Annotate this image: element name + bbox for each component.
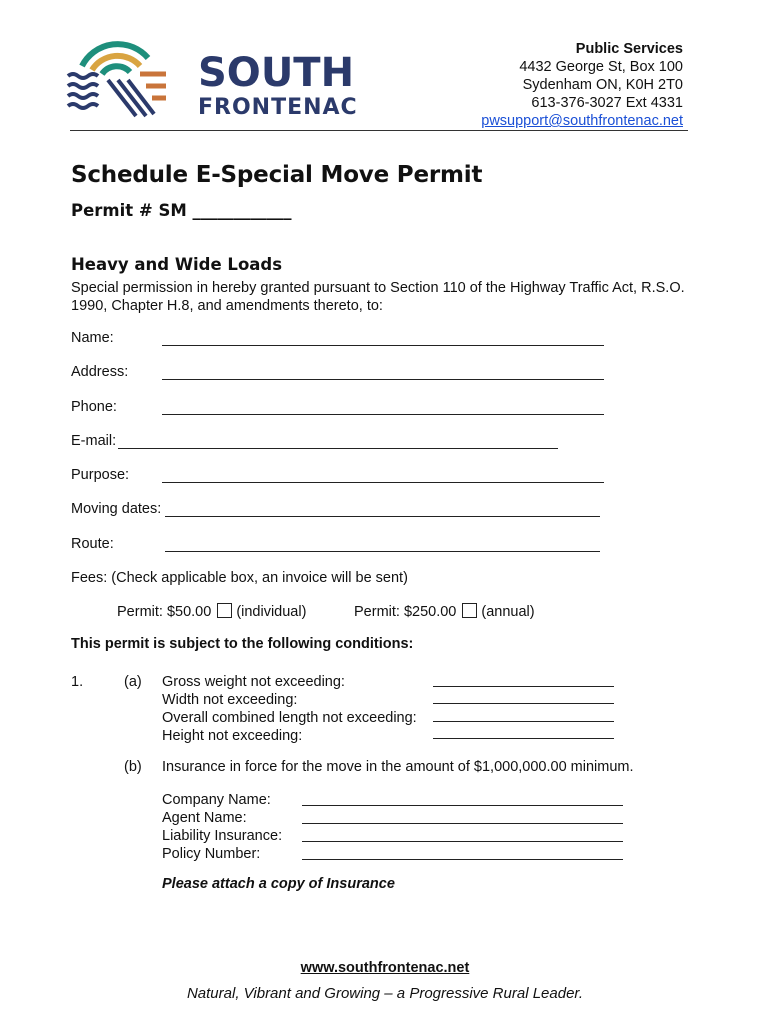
moving-dates-field[interactable] — [165, 516, 600, 517]
gross-weight-field[interactable] — [433, 686, 614, 687]
insurance-list — [162, 791, 282, 863]
fee-option-individual — [117, 603, 306, 620]
permit-number: Permit # SM ____________ — [71, 201, 292, 220]
moving-dates-label: Moving dates: — [71, 501, 162, 517]
agent-name-field[interactable] — [302, 823, 623, 824]
company-name-label: Company Name: — [162, 792, 271, 808]
fees-label: Fees: (Check applicable box, an invoice will be sent) — [71, 570, 408, 586]
email-label: E-mail: — [71, 433, 117, 449]
policy-number-label: Policy Number: — [162, 846, 261, 862]
footer-tagline: Natural, Vibrant and Growing – a Progressive Rural Leader. — [186, 985, 584, 1002]
name-field[interactable] — [162, 345, 604, 346]
fee-individual-label: Permit: $50.00 — [117, 604, 212, 620]
height-label: Height not exceeding: — [162, 728, 303, 744]
south-frontenac-logo — [66, 36, 366, 126]
city-address: Sydenham ON, K0H 2T0 — [522, 77, 683, 93]
phone-number: 613-376-3027 Ext 4331 — [531, 95, 683, 111]
length-label: Overall combined length not exceeding: — [162, 710, 417, 726]
name-label: Name: — [71, 330, 114, 346]
policy-number-field[interactable] — [302, 859, 623, 860]
attach-note: Please attach a copy of Insurance — [162, 876, 395, 892]
liability-field[interactable] — [302, 841, 623, 842]
address-field[interactable] — [162, 379, 604, 380]
contact-block — [481, 40, 683, 130]
conditions-heading: This permit is subject to the following conditions: — [71, 636, 414, 652]
website-link[interactable]: www.southfrontenac.net — [300, 960, 470, 976]
width-field[interactable] — [433, 703, 614, 704]
logo-line2: FRONTENAC — [198, 95, 358, 120]
logo-mark-icon — [66, 36, 366, 126]
condition-b-marker: (b) — [124, 759, 142, 775]
address-label: Address: — [71, 364, 129, 380]
route-label: Route: — [71, 536, 114, 552]
section-heading: Heavy and Wide Loads — [71, 255, 283, 274]
route-field[interactable] — [165, 551, 600, 552]
street-address: 4432 George St, Box 100 — [519, 59, 683, 75]
condition-a-list — [162, 673, 417, 745]
email-field[interactable] — [118, 448, 558, 449]
liability-label: Liability Insurance: — [162, 828, 283, 844]
gross-weight-label: Gross weight not exceeding: — [162, 674, 345, 690]
header-divider — [70, 130, 688, 131]
footer-website — [0, 960, 770, 976]
phone-field[interactable] — [162, 414, 604, 415]
fee-annual-label: Permit: $250.00 — [354, 604, 457, 620]
width-label: Width not exceeding: — [162, 692, 298, 708]
length-field[interactable] — [433, 721, 614, 722]
email-link[interactable]: pwsupport@southfrontenac.net — [481, 113, 683, 129]
page-title: Schedule E-Special Move Permit — [71, 162, 483, 188]
agent-name-label: Agent Name: — [162, 810, 247, 826]
fee-annual-suffix: (annual) — [481, 604, 535, 620]
individual-checkbox[interactable] — [217, 603, 232, 618]
condition-a-marker: (a) — [124, 674, 142, 690]
phone-label: Phone: — [71, 399, 117, 415]
insurance-text: Insurance in force for the move in the amount of $1,000,000.00 minimum. — [162, 759, 634, 775]
annual-checkbox[interactable] — [462, 603, 477, 618]
fee-individual-suffix: (individual) — [236, 604, 307, 620]
company-name-field[interactable] — [302, 805, 623, 806]
condition-number: 1. — [71, 674, 84, 690]
fee-option-annual — [354, 603, 535, 620]
purpose-field[interactable] — [162, 482, 604, 483]
intro-text: Special permission in hereby granted pursuant to Section 110 of the Highway Traffic Act, R.S.O. 1990, Chapter H.8, and amendments thereto, to: — [71, 280, 685, 314]
dept-name: Public Services — [575, 41, 683, 57]
purpose-label: Purpose: — [71, 467, 130, 483]
logo-line1: SOUTH — [198, 50, 355, 96]
height-field[interactable] — [433, 738, 614, 739]
